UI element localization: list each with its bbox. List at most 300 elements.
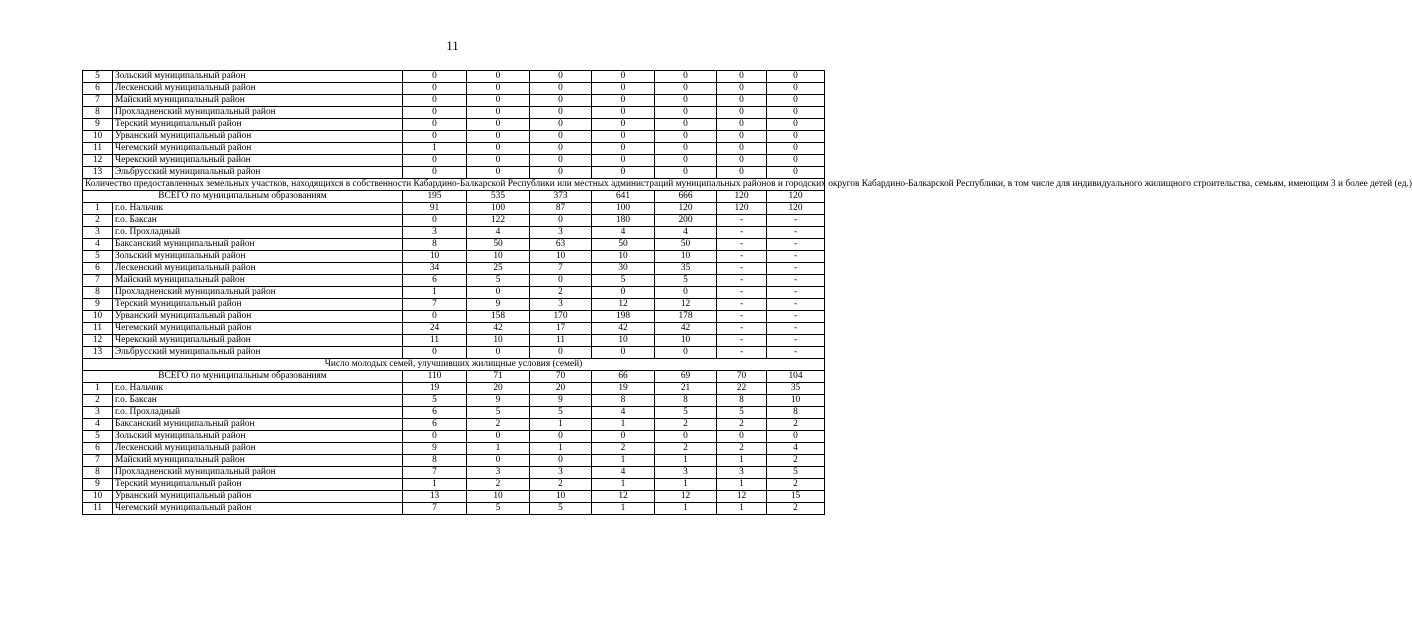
municipality-name-cell: Терский муниципальный район: [113, 479, 403, 491]
value-cell: 1: [403, 287, 467, 299]
value-cell: 120: [767, 203, 825, 215]
municipality-name-cell: Урванский муниципальный район: [113, 491, 403, 503]
value-cell: 200: [655, 215, 717, 227]
value-cell: 12: [592, 491, 655, 503]
municipality-name-cell: г.о. Баксан: [113, 395, 403, 407]
total-row: [83, 371, 825, 383]
value-cell: 19: [403, 383, 467, 395]
total-value-cell: 66: [592, 371, 655, 383]
municipality-name-cell: Чегемский муниципальный район: [113, 143, 403, 155]
value-cell: 2: [767, 479, 825, 491]
value-cell: 0: [592, 347, 655, 359]
value-cell: 0: [467, 131, 530, 143]
value-cell: 35: [767, 383, 825, 395]
row-number-cell: 11: [83, 503, 113, 515]
value-cell: 0: [592, 107, 655, 119]
municipality-name-cell: г.о. Прохладный: [113, 227, 403, 239]
total-value-cell: 641: [592, 191, 655, 203]
row-number-cell: 7: [83, 455, 113, 467]
value-cell: 5: [403, 395, 467, 407]
value-cell: 22: [717, 383, 767, 395]
total-value-cell: 535: [467, 191, 530, 203]
municipality-name-cell: Майский муниципальный район: [113, 455, 403, 467]
value-cell: 120: [717, 203, 767, 215]
value-cell: 2: [767, 503, 825, 515]
table-row: [83, 155, 825, 167]
total-value-cell: 666: [655, 191, 717, 203]
value-cell: 10: [767, 395, 825, 407]
value-cell: 1: [592, 479, 655, 491]
row-number-cell: 5: [83, 431, 113, 443]
value-cell: 0: [655, 155, 717, 167]
value-cell: 7: [403, 467, 467, 479]
value-cell: 7: [403, 299, 467, 311]
row-number-cell: 6: [83, 263, 113, 275]
value-cell: 0: [717, 95, 767, 107]
value-cell: -: [717, 299, 767, 311]
value-cell: 4: [767, 443, 825, 455]
row-number-cell: 10: [83, 491, 113, 503]
row-number-cell: 13: [83, 347, 113, 359]
value-cell: 0: [655, 143, 717, 155]
value-cell: 0: [767, 143, 825, 155]
municipality-name-cell: Черекский муниципальный район: [113, 335, 403, 347]
value-cell: 0: [717, 431, 767, 443]
value-cell: 63: [530, 239, 592, 251]
value-cell: 8: [655, 395, 717, 407]
table-row: [83, 203, 825, 215]
table-row: [83, 335, 825, 347]
municipality-name-cell: Зольский муниципальный район: [113, 251, 403, 263]
value-cell: 0: [403, 431, 467, 443]
value-cell: 0: [467, 455, 530, 467]
value-cell: 15: [767, 491, 825, 503]
municipality-name-cell: Чегемский муниципальный район: [113, 323, 403, 335]
section-heading-cell: Количество предоставленных земельных участков, находящихся в собственности Кабардино-Балкарской Республики или местных администраций муниципальных районов и городских округов Кабардино-Балкарской Республики, в том числе для индивидуального жилищного строительства, семьям, имеющим 3 и более детей (ед.): [83, 179, 825, 191]
value-cell: 6: [403, 275, 467, 287]
value-cell: 42: [592, 323, 655, 335]
value-cell: 11: [403, 335, 467, 347]
value-cell: 10: [403, 251, 467, 263]
table-row: [83, 167, 825, 179]
value-cell: 91: [403, 203, 467, 215]
municipality-name-cell: г.о. Нальчик: [113, 383, 403, 395]
row-number-cell: 11: [83, 143, 113, 155]
table-row: [83, 299, 825, 311]
value-cell: 0: [530, 119, 592, 131]
table-row: [83, 323, 825, 335]
value-cell: -: [717, 323, 767, 335]
municipality-name-cell: Лескенский муниципальный район: [113, 443, 403, 455]
value-cell: 5: [467, 503, 530, 515]
total-row: [83, 191, 825, 203]
municipality-name-cell: Майский муниципальный район: [113, 275, 403, 287]
value-cell: 13: [403, 491, 467, 503]
table-row: [83, 215, 825, 227]
total-value-cell: 71: [467, 371, 530, 383]
value-cell: 0: [530, 455, 592, 467]
total-value-cell: 70: [530, 371, 592, 383]
value-cell: 10: [467, 251, 530, 263]
value-cell: 0: [530, 131, 592, 143]
row-number-cell: 7: [83, 275, 113, 287]
value-cell: 0: [403, 119, 467, 131]
value-cell: 0: [530, 143, 592, 155]
value-cell: 170: [530, 311, 592, 323]
value-cell: 0: [592, 143, 655, 155]
value-cell: 21: [655, 383, 717, 395]
table-row: [83, 275, 825, 287]
value-cell: 0: [655, 107, 717, 119]
value-cell: 5: [530, 503, 592, 515]
table-row: [83, 431, 825, 443]
total-value-cell: 69: [655, 371, 717, 383]
value-cell: -: [767, 323, 825, 335]
value-cell: -: [767, 239, 825, 251]
row-number-cell: 7: [83, 95, 113, 107]
table-row: [83, 143, 825, 155]
value-cell: -: [717, 347, 767, 359]
value-cell: 0: [592, 431, 655, 443]
value-cell: 122: [467, 215, 530, 227]
value-cell: 9: [467, 299, 530, 311]
value-cell: 0: [530, 83, 592, 95]
value-cell: 1: [655, 503, 717, 515]
value-cell: -: [767, 227, 825, 239]
value-cell: 3: [403, 227, 467, 239]
value-cell: -: [767, 251, 825, 263]
value-cell: 12: [655, 491, 717, 503]
value-cell: 0: [717, 107, 767, 119]
value-cell: 0: [767, 131, 825, 143]
table-row: [83, 467, 825, 479]
value-cell: 0: [530, 167, 592, 179]
value-cell: 0: [717, 167, 767, 179]
row-number-cell: 5: [83, 71, 113, 83]
value-cell: 0: [655, 287, 717, 299]
value-cell: 2: [655, 419, 717, 431]
value-cell: -: [717, 263, 767, 275]
value-cell: 0: [530, 347, 592, 359]
value-cell: 4: [655, 227, 717, 239]
value-cell: 2: [592, 443, 655, 455]
table-row: [83, 407, 825, 419]
value-cell: -: [717, 215, 767, 227]
value-cell: -: [767, 335, 825, 347]
value-cell: 87: [530, 203, 592, 215]
value-cell: -: [767, 263, 825, 275]
value-cell: 0: [717, 155, 767, 167]
value-cell: 0: [403, 167, 467, 179]
value-cell: 20: [467, 383, 530, 395]
table-row: [83, 347, 825, 359]
municipality-name-cell: Майский муниципальный район: [113, 95, 403, 107]
value-cell: 100: [592, 203, 655, 215]
value-cell: 0: [403, 311, 467, 323]
row-number-cell: 5: [83, 251, 113, 263]
value-cell: 100: [467, 203, 530, 215]
row-number-cell: 12: [83, 335, 113, 347]
value-cell: 0: [530, 275, 592, 287]
value-cell: -: [717, 311, 767, 323]
value-cell: 10: [592, 335, 655, 347]
value-cell: 10: [655, 335, 717, 347]
table-row: [83, 395, 825, 407]
value-cell: 0: [655, 119, 717, 131]
table-row: [83, 107, 825, 119]
value-cell: 1: [403, 143, 467, 155]
value-cell: -: [767, 215, 825, 227]
value-cell: 0: [655, 83, 717, 95]
value-cell: 5: [655, 275, 717, 287]
value-cell: 0: [717, 119, 767, 131]
value-cell: 19: [592, 383, 655, 395]
value-cell: -: [767, 287, 825, 299]
value-cell: 3: [530, 227, 592, 239]
row-number-cell: 1: [83, 203, 113, 215]
row-number-cell: 2: [83, 215, 113, 227]
value-cell: 1: [403, 479, 467, 491]
municipality-name-cell: Прохладненский муниципальный район: [113, 467, 403, 479]
value-cell: 158: [467, 311, 530, 323]
value-cell: 4: [467, 227, 530, 239]
value-cell: 1: [467, 443, 530, 455]
value-cell: 50: [655, 239, 717, 251]
value-cell: 0: [467, 119, 530, 131]
value-cell: 8: [717, 395, 767, 407]
value-cell: 0: [655, 71, 717, 83]
value-cell: 9: [467, 395, 530, 407]
value-cell: 10: [467, 491, 530, 503]
value-cell: 1: [530, 419, 592, 431]
value-cell: 0: [592, 287, 655, 299]
value-cell: 0: [655, 431, 717, 443]
total-label-cell: ВСЕГО по муниципальным образованиям: [83, 191, 403, 203]
section-heading-row: [83, 359, 825, 371]
value-cell: -: [717, 227, 767, 239]
value-cell: 5: [767, 467, 825, 479]
value-cell: 1: [655, 455, 717, 467]
value-cell: 0: [467, 83, 530, 95]
value-cell: 0: [655, 167, 717, 179]
value-cell: 0: [403, 155, 467, 167]
value-cell: 8: [592, 395, 655, 407]
row-number-cell: 8: [83, 467, 113, 479]
value-cell: 2: [467, 419, 530, 431]
value-cell: 0: [403, 107, 467, 119]
value-cell: -: [717, 287, 767, 299]
value-cell: 0: [530, 431, 592, 443]
municipality-name-cell: Эльбрусский муниципальный район: [113, 167, 403, 179]
table-row: [83, 239, 825, 251]
value-cell: 0: [767, 83, 825, 95]
value-cell: 5: [467, 407, 530, 419]
value-cell: 17: [530, 323, 592, 335]
table-body: [83, 70, 1412, 515]
value-cell: 0: [767, 71, 825, 83]
value-cell: 5: [592, 275, 655, 287]
table-row: [83, 503, 825, 515]
value-cell: 0: [467, 143, 530, 155]
value-cell: 0: [592, 155, 655, 167]
value-cell: 10: [592, 251, 655, 263]
value-cell: 1: [592, 419, 655, 431]
value-cell: 10: [655, 251, 717, 263]
value-cell: 50: [467, 239, 530, 251]
value-cell: 3: [530, 299, 592, 311]
value-cell: 34: [403, 263, 467, 275]
value-cell: 2: [655, 443, 717, 455]
municipality-name-cell: г.о. Баксан: [113, 215, 403, 227]
municipality-name-cell: Черекский муниципальный район: [113, 155, 403, 167]
total-label-cell: ВСЕГО по муниципальным образованиям: [83, 371, 403, 383]
value-cell: -: [717, 239, 767, 251]
row-number-cell: 1: [83, 383, 113, 395]
row-number-cell: 9: [83, 299, 113, 311]
value-cell: 1: [717, 503, 767, 515]
row-number-cell: 12: [83, 155, 113, 167]
value-cell: 178: [655, 311, 717, 323]
value-cell: 7: [530, 263, 592, 275]
value-cell: 1: [530, 443, 592, 455]
row-number-cell: 8: [83, 107, 113, 119]
value-cell: 0: [467, 107, 530, 119]
value-cell: 0: [655, 347, 717, 359]
row-number-cell: 9: [83, 119, 113, 131]
value-cell: 0: [530, 71, 592, 83]
value-cell: 6: [403, 407, 467, 419]
value-cell: 25: [467, 263, 530, 275]
total-value-cell: 120: [717, 191, 767, 203]
section-heading-row: [83, 179, 825, 191]
row-number-cell: 6: [83, 443, 113, 455]
value-cell: 0: [530, 107, 592, 119]
value-cell: 0: [592, 95, 655, 107]
value-cell: 4: [592, 407, 655, 419]
row-number-cell: 10: [83, 311, 113, 323]
value-cell: 35: [655, 263, 717, 275]
value-cell: 0: [767, 167, 825, 179]
value-cell: 5: [467, 275, 530, 287]
value-cell: 8: [767, 407, 825, 419]
municipality-name-cell: Лескенский муниципальный район: [113, 263, 403, 275]
table-row: [83, 479, 825, 491]
value-cell: 0: [767, 119, 825, 131]
municipality-name-cell: Урванский муниципальный район: [113, 131, 403, 143]
value-cell: 0: [717, 71, 767, 83]
row-number-cell: 10: [83, 131, 113, 143]
value-cell: 0: [530, 215, 592, 227]
value-cell: 11: [530, 335, 592, 347]
value-cell: 8: [403, 455, 467, 467]
value-cell: 20: [530, 383, 592, 395]
value-cell: 5: [530, 407, 592, 419]
total-value-cell: 104: [767, 371, 825, 383]
value-cell: 12: [717, 491, 767, 503]
value-cell: 10: [530, 251, 592, 263]
value-cell: 12: [655, 299, 717, 311]
value-cell: 1: [655, 479, 717, 491]
value-cell: 3: [467, 467, 530, 479]
municipality-name-cell: Терский муниципальный район: [113, 299, 403, 311]
table-row: [83, 263, 825, 275]
row-number-cell: 3: [83, 227, 113, 239]
value-cell: 1: [592, 503, 655, 515]
value-cell: 4: [592, 227, 655, 239]
table-row: [83, 443, 825, 455]
municipality-name-cell: Терский муниципальный район: [113, 119, 403, 131]
table-row: [83, 419, 825, 431]
value-cell: 9: [403, 443, 467, 455]
municipality-name-cell: Прохладненский муниципальный район: [113, 287, 403, 299]
value-cell: -: [717, 251, 767, 263]
section-heading-cell: Число молодых семей, улучшивших жилищные условия (семей): [83, 359, 825, 371]
total-value-cell: 373: [530, 191, 592, 203]
municipality-name-cell: Зольский муниципальный район: [113, 71, 403, 83]
table-row: [83, 251, 825, 263]
total-value-cell: 70: [717, 371, 767, 383]
value-cell: 4: [592, 467, 655, 479]
value-cell: 0: [403, 347, 467, 359]
value-cell: 2: [767, 419, 825, 431]
value-cell: 0: [467, 167, 530, 179]
value-cell: 3: [655, 467, 717, 479]
municipality-name-cell: Урванский муниципальный район: [113, 311, 403, 323]
value-cell: 7: [403, 503, 467, 515]
municipality-name-cell: Чегемский муниципальный район: [113, 503, 403, 515]
value-cell: 0: [403, 71, 467, 83]
value-cell: 10: [467, 335, 530, 347]
value-cell: -: [767, 347, 825, 359]
value-cell: 0: [403, 131, 467, 143]
municipality-name-cell: Эльбрусский муниципальный район: [113, 347, 403, 359]
table-row: [83, 311, 825, 323]
value-cell: 0: [467, 431, 530, 443]
value-cell: 0: [717, 83, 767, 95]
row-number-cell: 8: [83, 287, 113, 299]
row-number-cell: 9: [83, 479, 113, 491]
value-cell: 5: [655, 407, 717, 419]
value-cell: 0: [467, 71, 530, 83]
value-cell: 2: [717, 443, 767, 455]
value-cell: 0: [592, 131, 655, 143]
value-cell: -: [717, 335, 767, 347]
value-cell: 0: [717, 131, 767, 143]
value-cell: -: [767, 311, 825, 323]
value-cell: 0: [767, 431, 825, 443]
value-cell: 0: [592, 71, 655, 83]
table-row: [83, 83, 825, 95]
value-cell: 0: [717, 143, 767, 155]
row-number-cell: 3: [83, 407, 113, 419]
municipality-name-cell: г.о. Прохладный: [113, 407, 403, 419]
value-cell: 180: [592, 215, 655, 227]
value-cell: 1: [592, 455, 655, 467]
value-cell: 42: [655, 323, 717, 335]
value-cell: 2: [717, 419, 767, 431]
municipality-name-cell: Зольский муниципальный район: [113, 431, 403, 443]
municipality-name-cell: Баксанский муниципальный район: [113, 239, 403, 251]
table-row: [83, 227, 825, 239]
value-cell: 0: [767, 155, 825, 167]
value-cell: 0: [467, 347, 530, 359]
value-cell: 24: [403, 323, 467, 335]
value-cell: 10: [530, 491, 592, 503]
value-cell: 0: [467, 95, 530, 107]
value-cell: -: [767, 299, 825, 311]
table-row: [83, 131, 825, 143]
value-cell: 2: [467, 479, 530, 491]
